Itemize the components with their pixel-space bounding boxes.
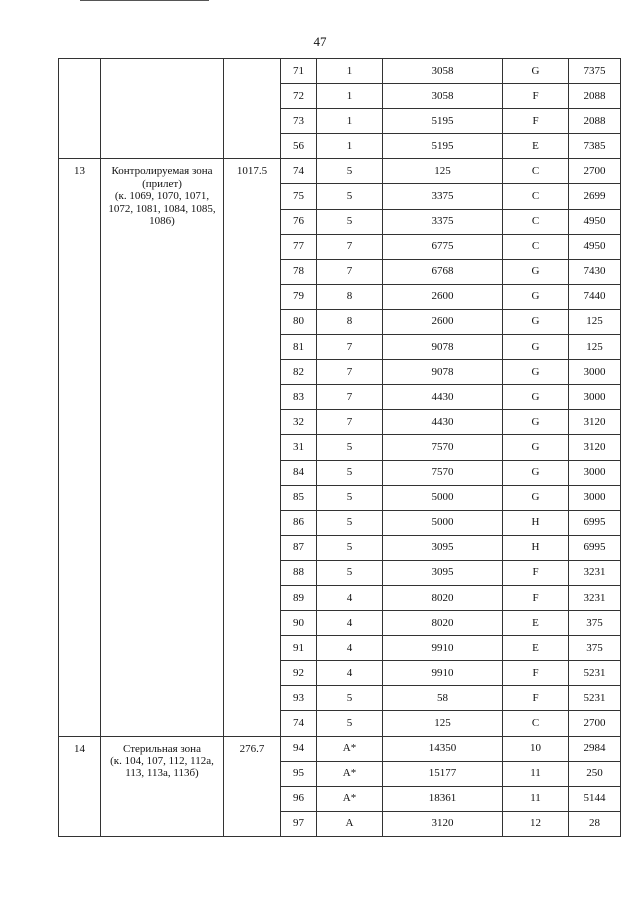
coordinate-cell: 5195	[383, 109, 503, 134]
table-body	[59, 59, 621, 837]
value-cell: 5	[317, 510, 383, 535]
coordinate-cell: 9078	[383, 335, 503, 360]
axis-cell: H	[503, 535, 569, 560]
coordinate-cell: 8020	[383, 585, 503, 610]
zone-area-cell	[224, 59, 281, 159]
value-cell: 5	[317, 159, 383, 184]
value-cell: 7	[317, 259, 383, 284]
point-number-cell: 92	[281, 661, 317, 686]
axis-cell: F	[503, 686, 569, 711]
axis-cell: 10	[503, 736, 569, 761]
point-number-cell: 74	[281, 159, 317, 184]
offset-cell: 2088	[569, 84, 621, 109]
axis-cell: G	[503, 385, 569, 410]
point-number-cell: 86	[281, 510, 317, 535]
coordinate-cell: 9910	[383, 661, 503, 686]
point-number-cell: 73	[281, 109, 317, 134]
offset-cell: 2700	[569, 159, 621, 184]
value-cell: 5	[317, 485, 383, 510]
axis-cell: F	[503, 109, 569, 134]
coordinates-table	[58, 58, 621, 837]
offset-cell: 2700	[569, 711, 621, 736]
zone-name-line: Стерильная зона	[123, 742, 201, 755]
coordinate-cell: 3058	[383, 59, 503, 84]
value-cell: A*	[317, 761, 383, 786]
offset-cell: 6995	[569, 510, 621, 535]
coordinate-cell: 9078	[383, 360, 503, 385]
point-number-cell: 76	[281, 209, 317, 234]
zone-name-cell	[101, 736, 224, 836]
coordinate-cell: 9910	[383, 636, 503, 661]
axis-cell: C	[503, 234, 569, 259]
value-cell: 1	[317, 84, 383, 109]
coordinate-cell: 15177	[383, 761, 503, 786]
zone-number-cell: 13	[59, 159, 101, 736]
point-number-cell: 56	[281, 134, 317, 159]
point-number-cell: 88	[281, 560, 317, 585]
axis-cell: F	[503, 661, 569, 686]
value-cell: 1	[317, 109, 383, 134]
point-number-cell: 90	[281, 611, 317, 636]
coordinate-cell: 3120	[383, 811, 503, 836]
point-number-cell: 91	[281, 636, 317, 661]
zone-name-line: 113, 113а, 113б)	[125, 767, 199, 780]
offset-cell: 28	[569, 811, 621, 836]
coordinate-cell: 4430	[383, 385, 503, 410]
table-row	[59, 59, 621, 84]
axis-cell: G	[503, 59, 569, 84]
axis-cell: F	[503, 560, 569, 585]
offset-cell: 7440	[569, 284, 621, 309]
offset-cell: 5231	[569, 686, 621, 711]
point-number-cell: 85	[281, 485, 317, 510]
offset-cell: 375	[569, 636, 621, 661]
axis-cell: H	[503, 510, 569, 535]
coordinate-cell: 7570	[383, 435, 503, 460]
coordinate-cell: 3095	[383, 535, 503, 560]
value-cell: A*	[317, 786, 383, 811]
axis-cell: G	[503, 309, 569, 334]
offset-cell: 125	[569, 309, 621, 334]
zone-name-cell	[101, 59, 224, 159]
zone-number-cell	[59, 59, 101, 159]
axis-cell: 12	[503, 811, 569, 836]
offset-cell: 3000	[569, 460, 621, 485]
offset-cell: 7430	[569, 259, 621, 284]
coordinate-cell: 125	[383, 159, 503, 184]
offset-cell: 125	[569, 335, 621, 360]
zone-name-line: 1072, 1081, 1084, 1085,	[108, 202, 216, 215]
point-number-cell: 78	[281, 259, 317, 284]
offset-cell: 4950	[569, 209, 621, 234]
zone-number-cell: 14	[59, 736, 101, 836]
point-number-cell: 89	[281, 585, 317, 610]
point-number-cell: 84	[281, 460, 317, 485]
value-cell: 7	[317, 234, 383, 259]
value-cell: 5	[317, 711, 383, 736]
offset-cell: 5144	[569, 786, 621, 811]
value-cell: 4	[317, 636, 383, 661]
axis-cell: C	[503, 711, 569, 736]
offset-cell: 3120	[569, 435, 621, 460]
coordinate-cell: 3375	[383, 184, 503, 209]
axis-cell: F	[503, 585, 569, 610]
coordinate-cell: 5000	[383, 510, 503, 535]
zone-area-cell: 276.7	[224, 736, 281, 836]
coordinate-cell: 7570	[383, 460, 503, 485]
axis-cell: E	[503, 611, 569, 636]
point-number-cell: 77	[281, 234, 317, 259]
value-cell: 1	[317, 134, 383, 159]
offset-cell: 7385	[569, 134, 621, 159]
coordinate-cell: 125	[383, 711, 503, 736]
point-number-cell: 71	[281, 59, 317, 84]
point-number-cell: 32	[281, 410, 317, 435]
point-number-cell: 31	[281, 435, 317, 460]
coordinate-cell: 2600	[383, 309, 503, 334]
axis-cell: G	[503, 460, 569, 485]
axis-cell: G	[503, 360, 569, 385]
value-cell: 7	[317, 410, 383, 435]
coordinate-cell: 18361	[383, 786, 503, 811]
value-cell: 5	[317, 209, 383, 234]
axis-cell: G	[503, 410, 569, 435]
offset-cell: 250	[569, 761, 621, 786]
offset-cell: 3231	[569, 560, 621, 585]
offset-cell: 3000	[569, 485, 621, 510]
value-cell: 7	[317, 360, 383, 385]
value-cell: 5	[317, 535, 383, 560]
offset-cell: 3120	[569, 410, 621, 435]
offset-cell: 2088	[569, 109, 621, 134]
coordinate-cell: 6775	[383, 234, 503, 259]
top-rule	[80, 0, 209, 1]
zone-area-cell: 1017.5	[224, 159, 281, 736]
value-cell: 8	[317, 284, 383, 309]
zone-name-line: 1086)	[149, 215, 175, 227]
point-number-cell: 82	[281, 360, 317, 385]
axis-cell: E	[503, 636, 569, 661]
point-number-cell: 75	[281, 184, 317, 209]
offset-cell: 2984	[569, 736, 621, 761]
axis-cell: G	[503, 259, 569, 284]
offset-cell: 3000	[569, 385, 621, 410]
point-number-cell: 87	[281, 535, 317, 560]
offset-cell: 3231	[569, 585, 621, 610]
point-number-cell: 74	[281, 711, 317, 736]
offset-cell: 6995	[569, 535, 621, 560]
coordinate-cell: 2600	[383, 284, 503, 309]
coordinate-cell: 3058	[383, 84, 503, 109]
axis-cell: G	[503, 284, 569, 309]
axis-cell: G	[503, 335, 569, 360]
value-cell: 4	[317, 661, 383, 686]
point-number-cell: 94	[281, 736, 317, 761]
axis-cell: C	[503, 159, 569, 184]
axis-cell: C	[503, 184, 569, 209]
offset-cell: 5231	[569, 661, 621, 686]
axis-cell: G	[503, 435, 569, 460]
coordinate-cell: 8020	[383, 611, 503, 636]
table-row	[59, 159, 621, 184]
page-number: 47	[313, 34, 327, 49]
zone-name-line: Контролируемая зона	[111, 165, 213, 178]
point-number-cell: 93	[281, 686, 317, 711]
offset-cell: 375	[569, 611, 621, 636]
point-number-cell: 80	[281, 309, 317, 334]
point-number-cell: 97	[281, 811, 317, 836]
point-number-cell: 81	[281, 335, 317, 360]
coordinate-cell: 4430	[383, 410, 503, 435]
coordinate-cell: 6768	[383, 259, 503, 284]
axis-cell: F	[503, 84, 569, 109]
zone-name-line: (к. 104, 107, 112, 112а,	[110, 754, 214, 767]
coordinate-cell: 3375	[383, 209, 503, 234]
axis-cell: C	[503, 209, 569, 234]
offset-cell: 7375	[569, 59, 621, 84]
value-cell: 5	[317, 184, 383, 209]
value-cell: 1	[317, 59, 383, 84]
zone-name-line: (к. 1069, 1070, 1071,	[114, 190, 210, 203]
value-cell: 7	[317, 335, 383, 360]
offset-cell: 2699	[569, 184, 621, 209]
coordinate-cell: 3095	[383, 560, 503, 585]
axis-cell: G	[503, 485, 569, 510]
coordinate-cell: 14350	[383, 736, 503, 761]
point-number-cell: 72	[281, 84, 317, 109]
value-cell: 4	[317, 611, 383, 636]
value-cell: 4	[317, 585, 383, 610]
zone-name-cell	[101, 159, 224, 736]
value-cell: 5	[317, 435, 383, 460]
coordinate-cell: 5000	[383, 485, 503, 510]
offset-cell: 4950	[569, 234, 621, 259]
point-number-cell: 79	[281, 284, 317, 309]
point-number-cell: 83	[281, 385, 317, 410]
value-cell: 5	[317, 560, 383, 585]
table-row	[59, 736, 621, 761]
axis-cell: 11	[503, 761, 569, 786]
point-number-cell: 96	[281, 786, 317, 811]
coordinate-cell: 5195	[383, 134, 503, 159]
value-cell: A	[317, 811, 383, 836]
value-cell: A*	[317, 736, 383, 761]
offset-cell: 3000	[569, 360, 621, 385]
coordinate-cell: 58	[383, 686, 503, 711]
point-number-cell: 95	[281, 761, 317, 786]
axis-cell: E	[503, 134, 569, 159]
axis-cell: 11	[503, 786, 569, 811]
value-cell: 7	[317, 385, 383, 410]
zone-name-line: (прилет)	[142, 177, 182, 190]
value-cell: 5	[317, 686, 383, 711]
value-cell: 5	[317, 460, 383, 485]
value-cell: 8	[317, 309, 383, 334]
